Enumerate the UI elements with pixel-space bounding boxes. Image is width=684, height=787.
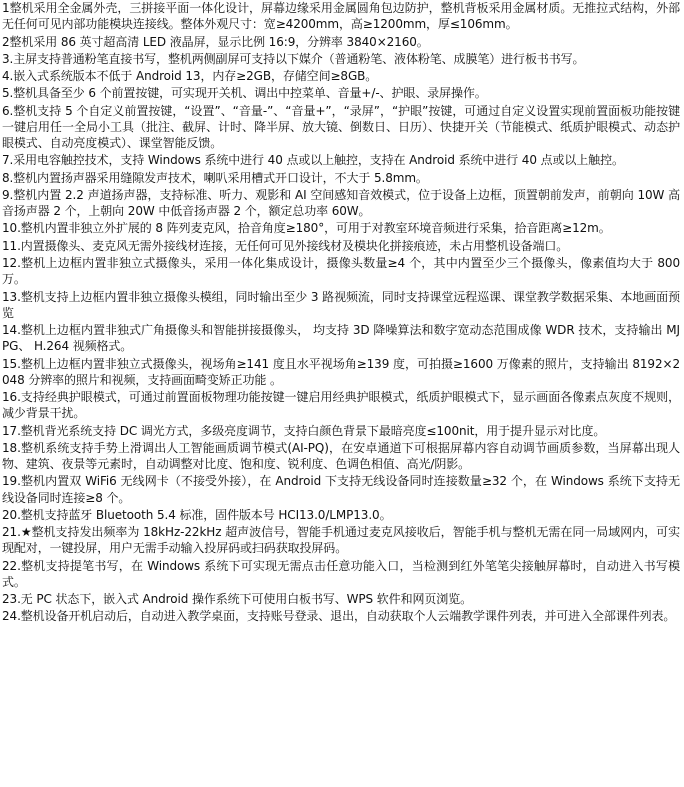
spec-item-9: 9.整机内置 2.2 声道扬声器，支持标准、听力、观影和 AI 空间感知音效模式，位于设备上边框，顶置朝前发声，前朝向 10W 高音扬声器 2 个，上朝向 20W 中低音扬声器 2 个，额定总功率 60W。 bbox=[2, 187, 680, 219]
spec-item-16: 16.支持经典护眼模式，可通过前置面板物理功能按键一键启用经典护眼模式，纸质护眼模式下，显示画面各像素点灰度不规则，减少背景干扰。 bbox=[2, 390, 680, 421]
spec-item-5: 5.整机具备至少 6 个前置按键，可实现开关机、调出中控菜单、音量+/-、护眼、录屏操作。 bbox=[2, 86, 487, 101]
spec-item-21: 21.★整机支持发出频率为 18kHz-22kHz 超声波信号，智能手机通过麦克风接收后，智能手机与整机无需在同一局域网内，可实现配对，一键投屏，用户无需手动输入投屏码或扫码获取投屏码。 bbox=[2, 525, 680, 556]
spec-item-15: 15.整机上边框内置非独立式摄像头，视场角≥141 度且水平视场角≥139 度，可拍摄≥1600 万像素的照片，支持输出 8192×2048 分辨率的照片和视频，支持画面畸变矫正功能 。 bbox=[2, 356, 680, 387]
spec-item-8: 8.整机内置扬声器采用缝隙发声技术，喇叭采用槽式开口设计，不大于 5.8mm。 bbox=[2, 170, 428, 185]
spec-item-13: 13.整机支持上边框内置非独立摄像头模组，同时输出至少 3 路视频流，同时支持课堂远程巡课、课堂教学数据采集、本地画面预览 bbox=[2, 289, 680, 320]
spec-item-1: 1整机采用全金属外壳，三拼接平面一体化设计，屏幕边缘采用金属圆角包边防护，整机背板采用金属材质。无推拉式结构，外部无任何可见内部功能模块连接线。整体外观尺寸：宽≥4200mm，高≥1200mm，厚≤106mm。 bbox=[2, 1, 680, 32]
spec-item-19: 19.整机内置双 WiFi6 无线网卡（不接受外接），在 Android 下支持无线设备同时连接数量≥32 个，在 Windows 系统下支持无线设备同时连接≥8 个。 bbox=[2, 474, 680, 505]
spec-item-18: 18.整机系统支持手势上滑调出人工智能画质调节模式(AI-PQ)，在安卓通道下可根据屏幕内容自动调节画质参数，当屏幕出现人物、建筑、夜景等元素时，自动调整对比度、饱和度、锐利度、色调色相值、高光/阴影。 bbox=[2, 440, 680, 472]
spec-item-14: 14.整机上边框内置非独式广角摄像头和智能拼接摄像头， 均支持 3D 降噪算法和数字宽动态范围成像 WDR 技术，支持输出 MJPG、 H.264 视频格式。 bbox=[2, 323, 680, 354]
spec-item-10: 10.整机内置非独立外扩展的 8 阵列麦克风，拾音角度≥180°，可用于对教室环境音频进行采集，拾音距离≥12m。 bbox=[2, 221, 611, 236]
spec-item-7: 7.采用电容触控技术，支持 Windows 系统中进行 40 点或以上触控，支持在 Android 系统中进行 40 点或以上触控。 bbox=[2, 153, 624, 168]
spec-item-12: 12.整机上边框内置非独立式摄像头，采用一体化集成设计，摄像头数量≥4 个，其中内置至少三个摄像头，像素值均大于 800 万。 bbox=[2, 256, 680, 287]
spec-item-4: 4.嵌入式系统版本不低于 Android 13，内存≥2GB，存储空间≥8GB。 bbox=[2, 69, 378, 84]
spec-item-2: 2整机采用 86 英寸超高清 LED 液晶屏，显示比例 16:9，分辨率 3840×2160。 bbox=[2, 34, 429, 49]
spec-item-3: 3.主屏支持普通粉笔直接书写，整机两侧副屏可支持以下媒介（普通粉笔、液体粉笔、成膜笔）进行板书书写。 bbox=[2, 51, 585, 66]
spec-item-22: 22.整机支持提笔书写，在 Windows 系统下可实现无需点击任意功能入口，当检测到红外笔笔尖接触屏幕时，自动进入书写模式。 bbox=[2, 558, 680, 589]
spec-item-11: 11.内置摄像头、麦克风无需外接线材连接，无任何可见外接线材及模块化拼接痕迹，未占用整机设备端口。 bbox=[2, 238, 569, 253]
spec-item-6: 6.整机支持 5 个自定义前置按键，“设置”、“音量-”、“音量+”，“录屏”，“护眼”按键，可通过自定义设置实现前置面板功能按键一键启用任一全局小工具（批注、截屏、计时、降半屏、放大镜、倒数日、日历）、快捷开关（节能模式、纸质护眼模式、动态护眼模式、自动亮度模式）、课堂智能反馈。 bbox=[2, 103, 680, 151]
spec-item-20: 20.整机支持蓝牙 Bluetooth 5.4 标准，固件版本号 HCI13.0/LMP13.0。 bbox=[2, 507, 392, 522]
spec-item-17: 17.整机背光系统支持 DC 调光方式，多级亮度调节，支持白颜色背景下最暗亮度≤100nit，用于提升显示对比度。 bbox=[2, 423, 606, 438]
spec-item-24: 24.整机设备开机启动后，自动进入教学桌面，支持账号登录、退出，自动获取个人云端教学课件列表，并可进入全部课件列表。 bbox=[2, 609, 676, 624]
spec-item-23: 23.无 PC 状态下，嵌入式 Android 操作系统下可使用白板书写、WPS 软件和网页浏览。 bbox=[2, 592, 472, 607]
